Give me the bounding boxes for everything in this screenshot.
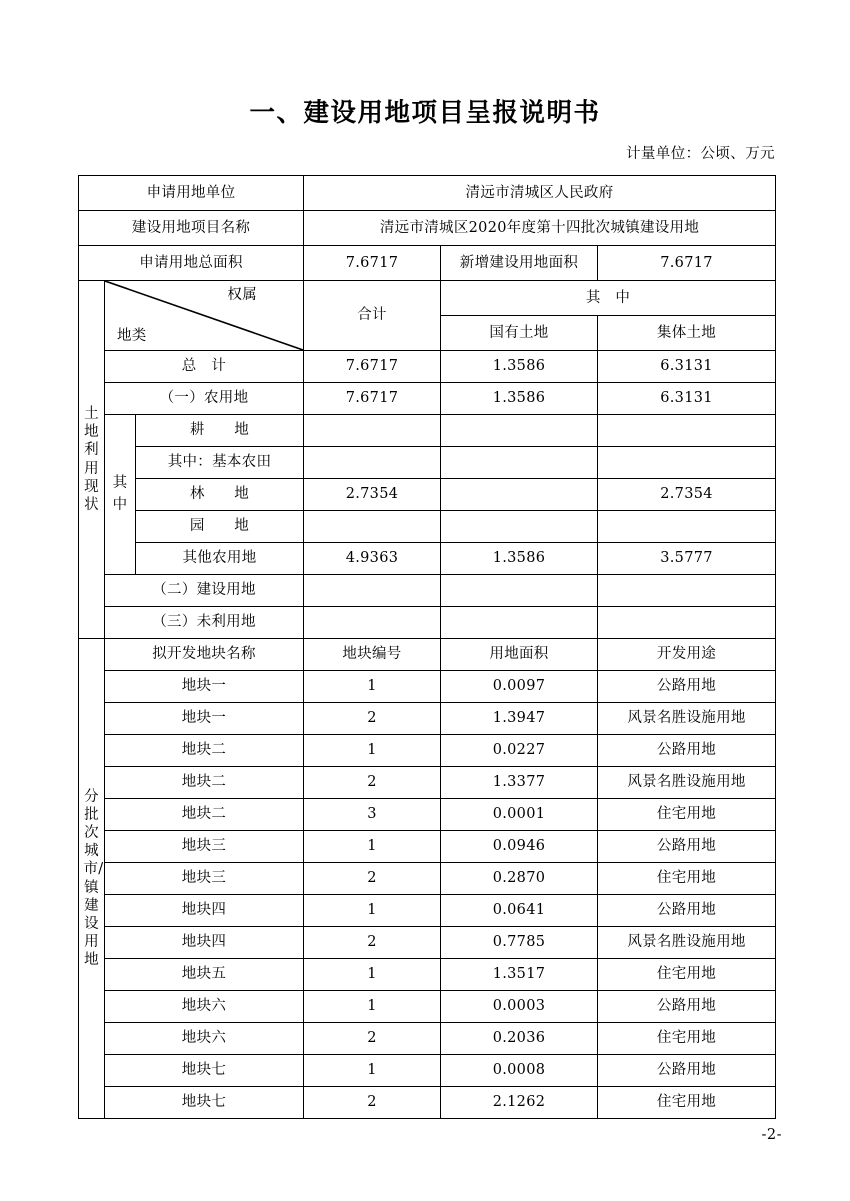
landuse-state-owned-value <box>441 511 598 543</box>
table-row <box>79 1087 776 1119</box>
table-row-landuse-agricultural <box>79 383 776 415</box>
total-area-value: 7.6717 <box>304 246 441 281</box>
landuse-total-value <box>304 447 441 479</box>
landuse-collective-value: 3.5777 <box>598 543 776 575</box>
landuse-row-label: 其中：基本农田 <box>136 447 304 479</box>
parcel-name: 地块四 <box>105 895 304 927</box>
parcel-purpose: 风景名胜设施用地 <box>598 703 776 735</box>
table-row-parcel-header <box>79 639 776 671</box>
table-row <box>79 927 776 959</box>
new-construction-value: 7.6717 <box>598 246 776 281</box>
parcel-purpose: 住宅用地 <box>598 1023 776 1055</box>
parcel-area: 0.0227 <box>441 735 598 767</box>
landuse-state-owned-value: 1.3586 <box>441 383 598 415</box>
new-construction-label: 新增建设用地面积 <box>441 246 598 281</box>
table-row <box>79 799 776 831</box>
project-name-label: 建设用地项目名称 <box>79 211 304 246</box>
parcel-name: 地块二 <box>105 799 304 831</box>
landuse-state-owned-value <box>441 447 598 479</box>
table-row-landuse-construction <box>79 575 776 607</box>
table-row-landuse-basic-farmland <box>79 447 776 479</box>
landuse-total-value: 2.7354 <box>304 479 441 511</box>
landuse-state-owned-value: 1.3586 <box>441 351 598 383</box>
landuse-collective-value: 6.3131 <box>598 351 776 383</box>
parcel-area: 0.0946 <box>441 831 598 863</box>
parcel-area: 0.0003 <box>441 991 598 1023</box>
table-row-applicant-unit <box>79 176 776 211</box>
parcel-purpose: 公路用地 <box>598 991 776 1023</box>
parcel-number: 2 <box>304 863 441 895</box>
table-row <box>79 831 776 863</box>
parcel-number: 2 <box>304 927 441 959</box>
table-row-landuse-garden <box>79 511 776 543</box>
parcel-area: 0.0008 <box>441 1055 598 1087</box>
landuse-total-value <box>304 415 441 447</box>
parcel-number: 1 <box>304 1055 441 1087</box>
parcel-area: 0.0097 <box>441 671 598 703</box>
project-name-value: 清远市清城区2020年度第十四批次城镇建设用地 <box>304 211 776 246</box>
landuse-row-label: 耕 地 <box>136 415 304 447</box>
landuse-total-value <box>304 511 441 543</box>
landuse-state-owned-value <box>441 575 598 607</box>
landuse-row-label: 林 地 <box>136 479 304 511</box>
parcel-purpose: 风景名胜设施用地 <box>598 927 776 959</box>
table-row-project-name <box>79 211 776 246</box>
parcel-number: 3 <box>304 799 441 831</box>
page-number: -2- <box>761 1127 782 1143</box>
parcel-purpose: 住宅用地 <box>598 799 776 831</box>
parcel-number: 2 <box>304 1023 441 1055</box>
landuse-total-value <box>304 607 441 639</box>
parcel-purpose: 住宅用地 <box>598 959 776 991</box>
table-row-landuse-header-top <box>79 281 776 316</box>
parcel-name: 地块七 <box>105 1055 304 1087</box>
parcel-name: 地块一 <box>105 703 304 735</box>
header-ownership-label: 权属 <box>227 287 257 303</box>
parcel-area: 1.3377 <box>441 767 598 799</box>
landuse-row-label: （一）农用地 <box>105 383 304 415</box>
table-body <box>79 176 776 1119</box>
table-row-landuse-unused <box>79 607 776 639</box>
applicant-unit-value: 清远市清城区人民政府 <box>304 176 776 211</box>
parcel-name: 地块六 <box>105 991 304 1023</box>
landuse-collective-value: 2.7354 <box>598 479 776 511</box>
header-collective-land: 集体土地 <box>598 316 776 351</box>
landuse-collective-value <box>598 607 776 639</box>
parcel-area: 0.0001 <box>441 799 598 831</box>
header-total-column: 合计 <box>304 281 441 351</box>
landuse-total-value: 7.6717 <box>304 383 441 415</box>
parcel-purpose: 住宅用地 <box>598 863 776 895</box>
landuse-row-label: 园 地 <box>136 511 304 543</box>
parcel-number: 1 <box>304 735 441 767</box>
landuse-total-value <box>304 575 441 607</box>
parcel-name: 地块三 <box>105 863 304 895</box>
header-group-among: 其 中 <box>441 281 776 316</box>
parcel-area: 0.2870 <box>441 863 598 895</box>
parcel-name: 地块一 <box>105 671 304 703</box>
applicant-unit-label: 申请用地单位 <box>79 176 304 211</box>
parcel-header-name: 拟开发地块名称 <box>105 639 304 671</box>
parcel-name: 地块七 <box>105 1087 304 1119</box>
measurement-unit-note: 计量单位：公顷、万元 <box>626 146 775 162</box>
parcel-number: 1 <box>304 831 441 863</box>
landuse-row-label: （二）建设用地 <box>105 575 304 607</box>
table-row <box>79 1055 776 1087</box>
parcel-name: 地块三 <box>105 831 304 863</box>
table-row-landuse-cultivated <box>79 415 776 447</box>
parcel-area: 0.0641 <box>441 895 598 927</box>
parcel-header-area: 用地面积 <box>441 639 598 671</box>
table-row-total-area <box>79 246 776 281</box>
table-row-landuse-forest <box>79 479 776 511</box>
table-row <box>79 1023 776 1055</box>
table-row <box>79 895 776 927</box>
parcel-number: 2 <box>304 703 441 735</box>
parcel-name: 地块六 <box>105 1023 304 1055</box>
landuse-collective-value <box>598 447 776 479</box>
parcel-number: 2 <box>304 767 441 799</box>
parcel-purpose: 公路用地 <box>598 895 776 927</box>
parcel-name: 地块四 <box>105 927 304 959</box>
parcel-number: 1 <box>304 895 441 927</box>
landuse-row-label: （三）未利用地 <box>105 607 304 639</box>
parcel-purpose: 住宅用地 <box>598 1087 776 1119</box>
parcel-area: 1.3947 <box>441 703 598 735</box>
landuse-row-label: 总 计 <box>105 351 304 383</box>
table-row <box>79 991 776 1023</box>
landuse-collective-value: 6.3131 <box>598 383 776 415</box>
landuse-collective-value <box>598 575 776 607</box>
parcel-purpose: 风景名胜设施用地 <box>598 767 776 799</box>
table-row <box>79 735 776 767</box>
parcel-area: 0.2036 <box>441 1023 598 1055</box>
side-label-land-use-status: 土地利用现状 <box>79 281 105 639</box>
landuse-state-owned-value <box>441 479 598 511</box>
parcel-purpose: 公路用地 <box>598 671 776 703</box>
side-label-batch-urban-construction-land: 分批次城市/镇建设用地 <box>79 639 105 1119</box>
parcel-header-number: 地块编号 <box>304 639 441 671</box>
total-area-label: 申请用地总面积 <box>79 246 304 281</box>
land-application-table <box>78 175 776 1119</box>
parcel-name: 地块二 <box>105 735 304 767</box>
table-row <box>79 703 776 735</box>
table-row <box>79 671 776 703</box>
landuse-state-owned-value <box>441 415 598 447</box>
parcel-purpose: 公路用地 <box>598 831 776 863</box>
parcel-name: 地块二 <box>105 767 304 799</box>
page-title: 一、建设用地项目呈报说明书 <box>249 98 601 128</box>
header-landtype-label: 地类 <box>117 327 147 344</box>
landuse-total-value: 7.6717 <box>304 351 441 383</box>
landuse-collective-value <box>598 511 776 543</box>
table-row-landuse-other-agricultural <box>79 543 776 575</box>
parcel-area: 2.1262 <box>441 1087 598 1119</box>
landuse-state-owned-value <box>441 607 598 639</box>
diagonal-header-cell <box>105 281 304 351</box>
parcel-purpose: 公路用地 <box>598 1055 776 1087</box>
header-state-owned-land: 国有土地 <box>441 316 598 351</box>
parcel-purpose: 公路用地 <box>598 735 776 767</box>
table-row-landuse-total <box>79 351 776 383</box>
sub-label-among: 其中 <box>105 415 136 575</box>
parcel-number: 1 <box>304 991 441 1023</box>
parcel-number: 1 <box>304 671 441 703</box>
parcel-number: 2 <box>304 1087 441 1119</box>
table-row <box>79 767 776 799</box>
landuse-total-value: 4.9363 <box>304 543 441 575</box>
landuse-row-label: 其他农用地 <box>136 543 304 575</box>
parcel-area: 0.7785 <box>441 927 598 959</box>
landuse-collective-value <box>598 415 776 447</box>
main-table-container <box>78 175 775 1119</box>
parcel-area: 1.3517 <box>441 959 598 991</box>
parcel-number: 1 <box>304 959 441 991</box>
table-row <box>79 959 776 991</box>
parcel-name: 地块五 <box>105 959 304 991</box>
parcel-header-purpose: 开发用途 <box>598 639 776 671</box>
landuse-state-owned-value: 1.3586 <box>441 543 598 575</box>
table-row <box>79 863 776 895</box>
